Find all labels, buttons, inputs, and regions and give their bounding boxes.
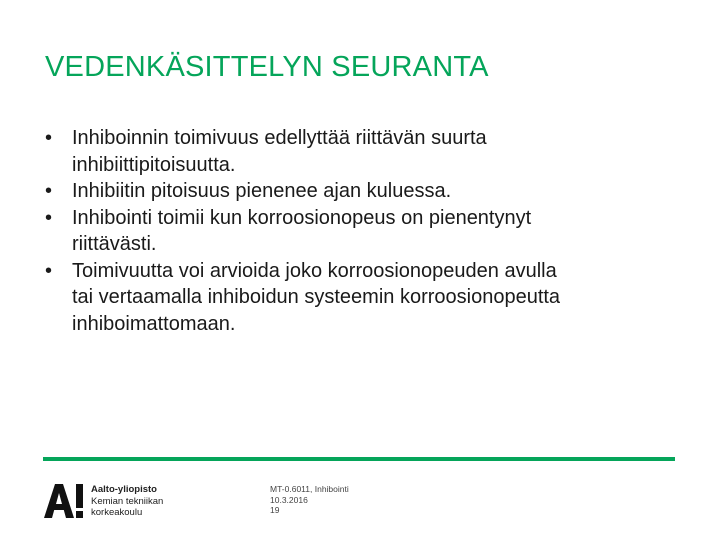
bullet-line: Toimivuutta voi arvioida joko korroosionopeuden avulla [72,259,557,282]
bullet-marker: • [45,206,53,229]
bullet-line: Inhibiitin pitoisuus pienenee ajan kuluessa. [72,180,452,202]
bullet-line: inhiboimattomaan. [72,312,236,335]
course-code: MT-0.6011, Inhibointi [270,484,349,494]
bullet-item [45,205,685,258]
bullet-item [45,258,685,338]
bullet-line: inhibiittipitoisuutta. [72,153,236,176]
aalto-logo [44,482,184,520]
bullet-line: Inhibointi toimii kun korroosionopeus on pienentynyt [72,206,532,229]
aalto-a-mark-icon [44,484,84,518]
bullet-marker: • [45,180,53,202]
bullet-line: tai vertaamalla inhiboidun systeemin korroosionopeutta [72,286,561,308]
bullet-marker: • [45,127,53,149]
page-number: 19 [270,505,280,515]
logo-line: korkeakoulu [91,507,143,518]
slide-title: VEDENKÄSITTELYN SEURANTA [45,51,489,83]
bullet-line: riittävästi. [72,233,157,255]
logo-line: Kemian tekniikan [91,495,164,507]
bullet-marker: • [45,259,53,282]
logo-line: Aalto-yliopisto [91,484,157,495]
bullet-line: Inhiboinnin toimivuus edellyttää riittävän suurta [72,127,487,149]
bullet-item [45,178,685,205]
bullet-item [45,125,685,178]
footer-meta [270,484,349,516]
footer-divider [43,457,675,461]
logo-text [91,484,163,519]
bullet-list [45,125,685,337]
slide-date: 10.3.2016 [270,494,308,505]
